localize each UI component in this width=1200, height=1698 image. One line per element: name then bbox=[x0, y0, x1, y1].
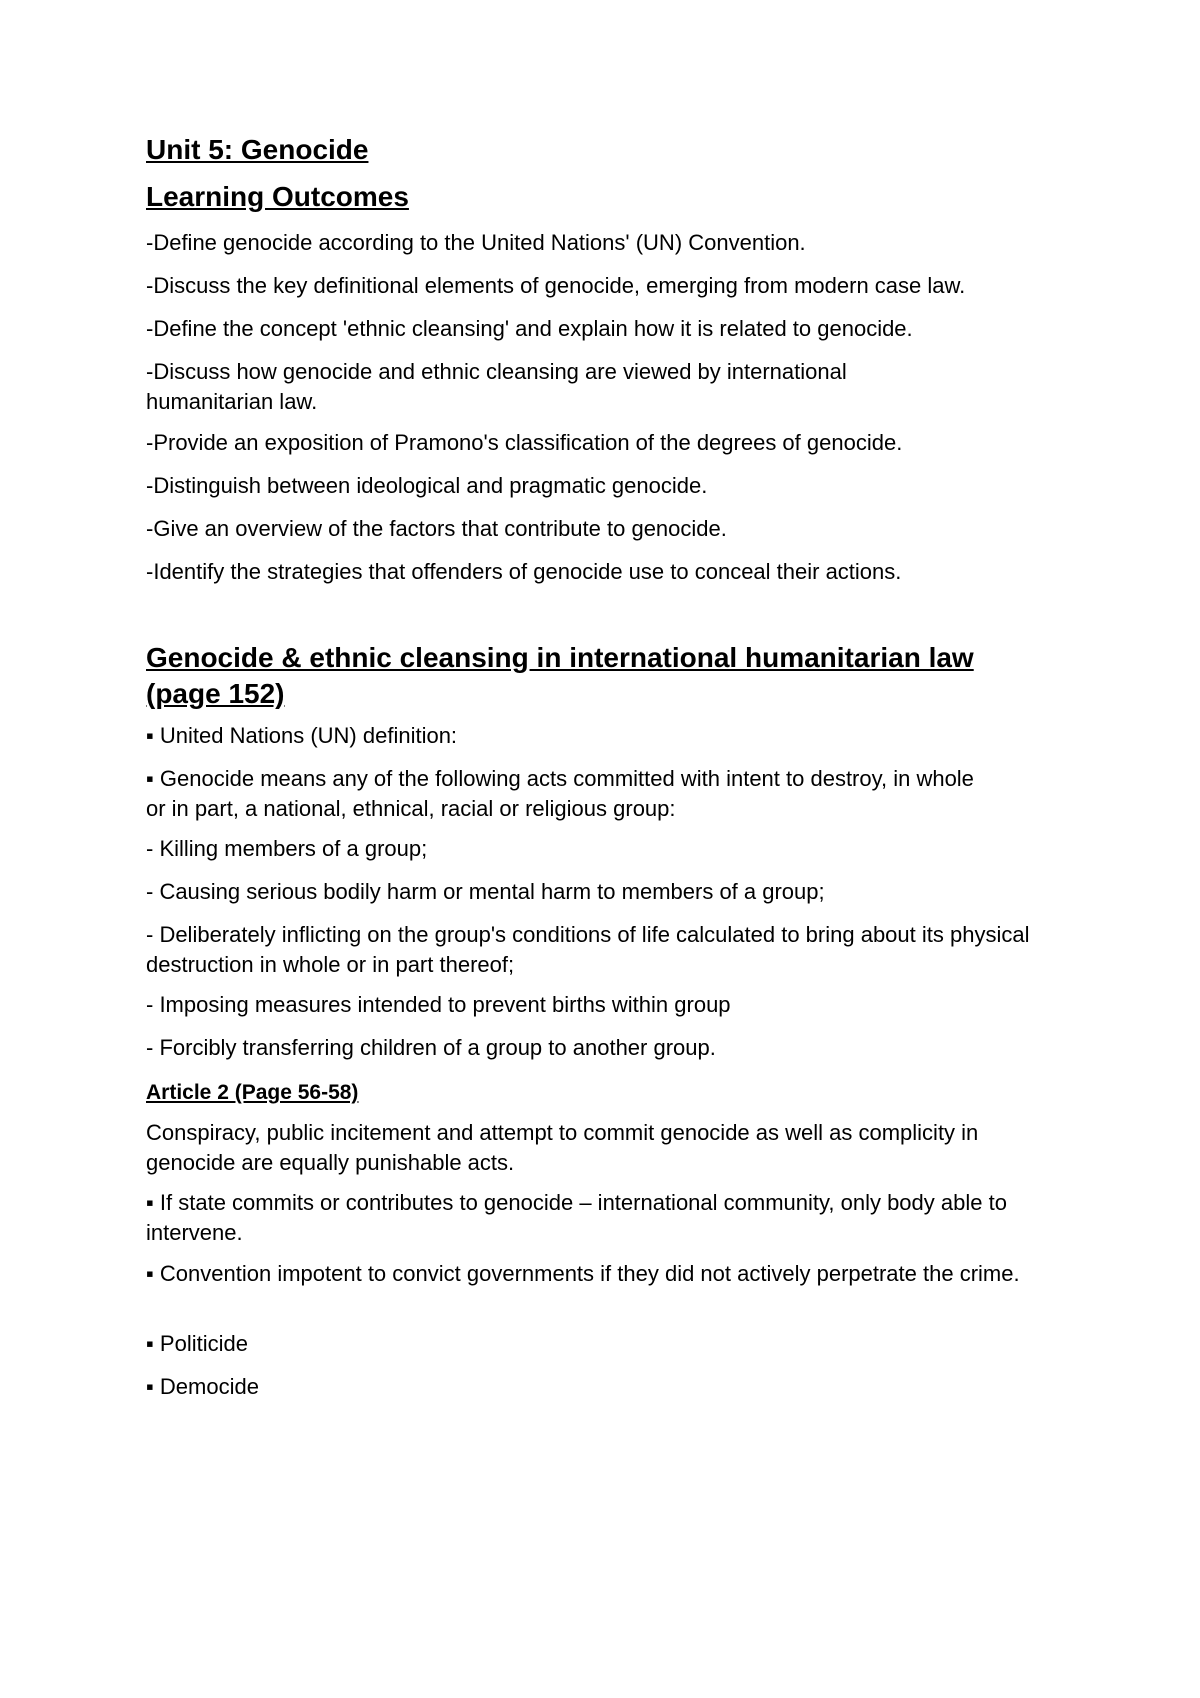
learning-outcome-item: -Discuss the key definitional elements of genocide, emerging from modern case law. bbox=[146, 273, 966, 298]
page-title: Unit 5: Genocide bbox=[146, 134, 369, 165]
ihl-item: - Imposing measures intended to prevent births within group bbox=[146, 992, 731, 1017]
learning-outcome-item: -Discuss how genocide and ethnic cleansing are viewed by international humanitarian law. bbox=[146, 359, 847, 414]
article-2-item: ▪ Convention impotent to convict governments if they did not actively perpetrate the crime. bbox=[146, 1261, 1020, 1286]
article-2-item: ▪ Democide bbox=[146, 1374, 259, 1399]
learning-outcome-item: -Identify the strategies that offenders of genocide use to conceal their actions. bbox=[146, 559, 902, 584]
ihl-item: - Causing serious bodily harm or mental harm to members of a group; bbox=[146, 879, 825, 904]
section-heading-ihl: Genocide & ethnic cleansing in international humanitarian law (page 152) bbox=[146, 642, 974, 709]
learning-outcome-item: -Provide an exposition of Pramono's classification of the degrees of genocide. bbox=[146, 430, 903, 455]
article-2-item: ▪ If state commits or contributes to genocide – international community, only body able to intervene. bbox=[146, 1190, 1007, 1245]
learning-outcomes-heading: Learning Outcomes bbox=[146, 181, 409, 212]
ihl-item: - Killing members of a group; bbox=[146, 836, 428, 861]
article-2-item: Conspiracy, public incitement and attempt to commit genocide as well as complicity in genocide are equally punishable acts. bbox=[146, 1120, 979, 1175]
ihl-item: - Deliberately inflicting on the group's conditions of life calculated to bring about its physical destruction in whole or in part thereof; bbox=[146, 922, 1030, 977]
ihl-item: ▪ United Nations (UN) definition: bbox=[146, 723, 458, 748]
learning-outcome-item: -Give an overview of the factors that contribute to genocide. bbox=[146, 516, 727, 541]
article-2-item: ▪ Politicide bbox=[146, 1331, 248, 1356]
learning-outcome-item: -Define genocide according to the United Nations' (UN) Convention. bbox=[146, 230, 806, 255]
ihl-item: - Forcibly transferring children of a group to another group. bbox=[146, 1035, 716, 1060]
ihl-item: ▪ Genocide means any of the following acts committed with intent to destroy, in whole or in part, a national, ethnical, racial or religious group: bbox=[146, 766, 974, 821]
learning-outcome-item: -Define the concept 'ethnic cleansing' and explain how it is related to genocide. bbox=[146, 316, 913, 341]
learning-outcome-item: -Distinguish between ideological and pragmatic genocide. bbox=[146, 473, 708, 498]
article-2-heading: Article 2 (Page 56-58) bbox=[146, 1081, 359, 1104]
